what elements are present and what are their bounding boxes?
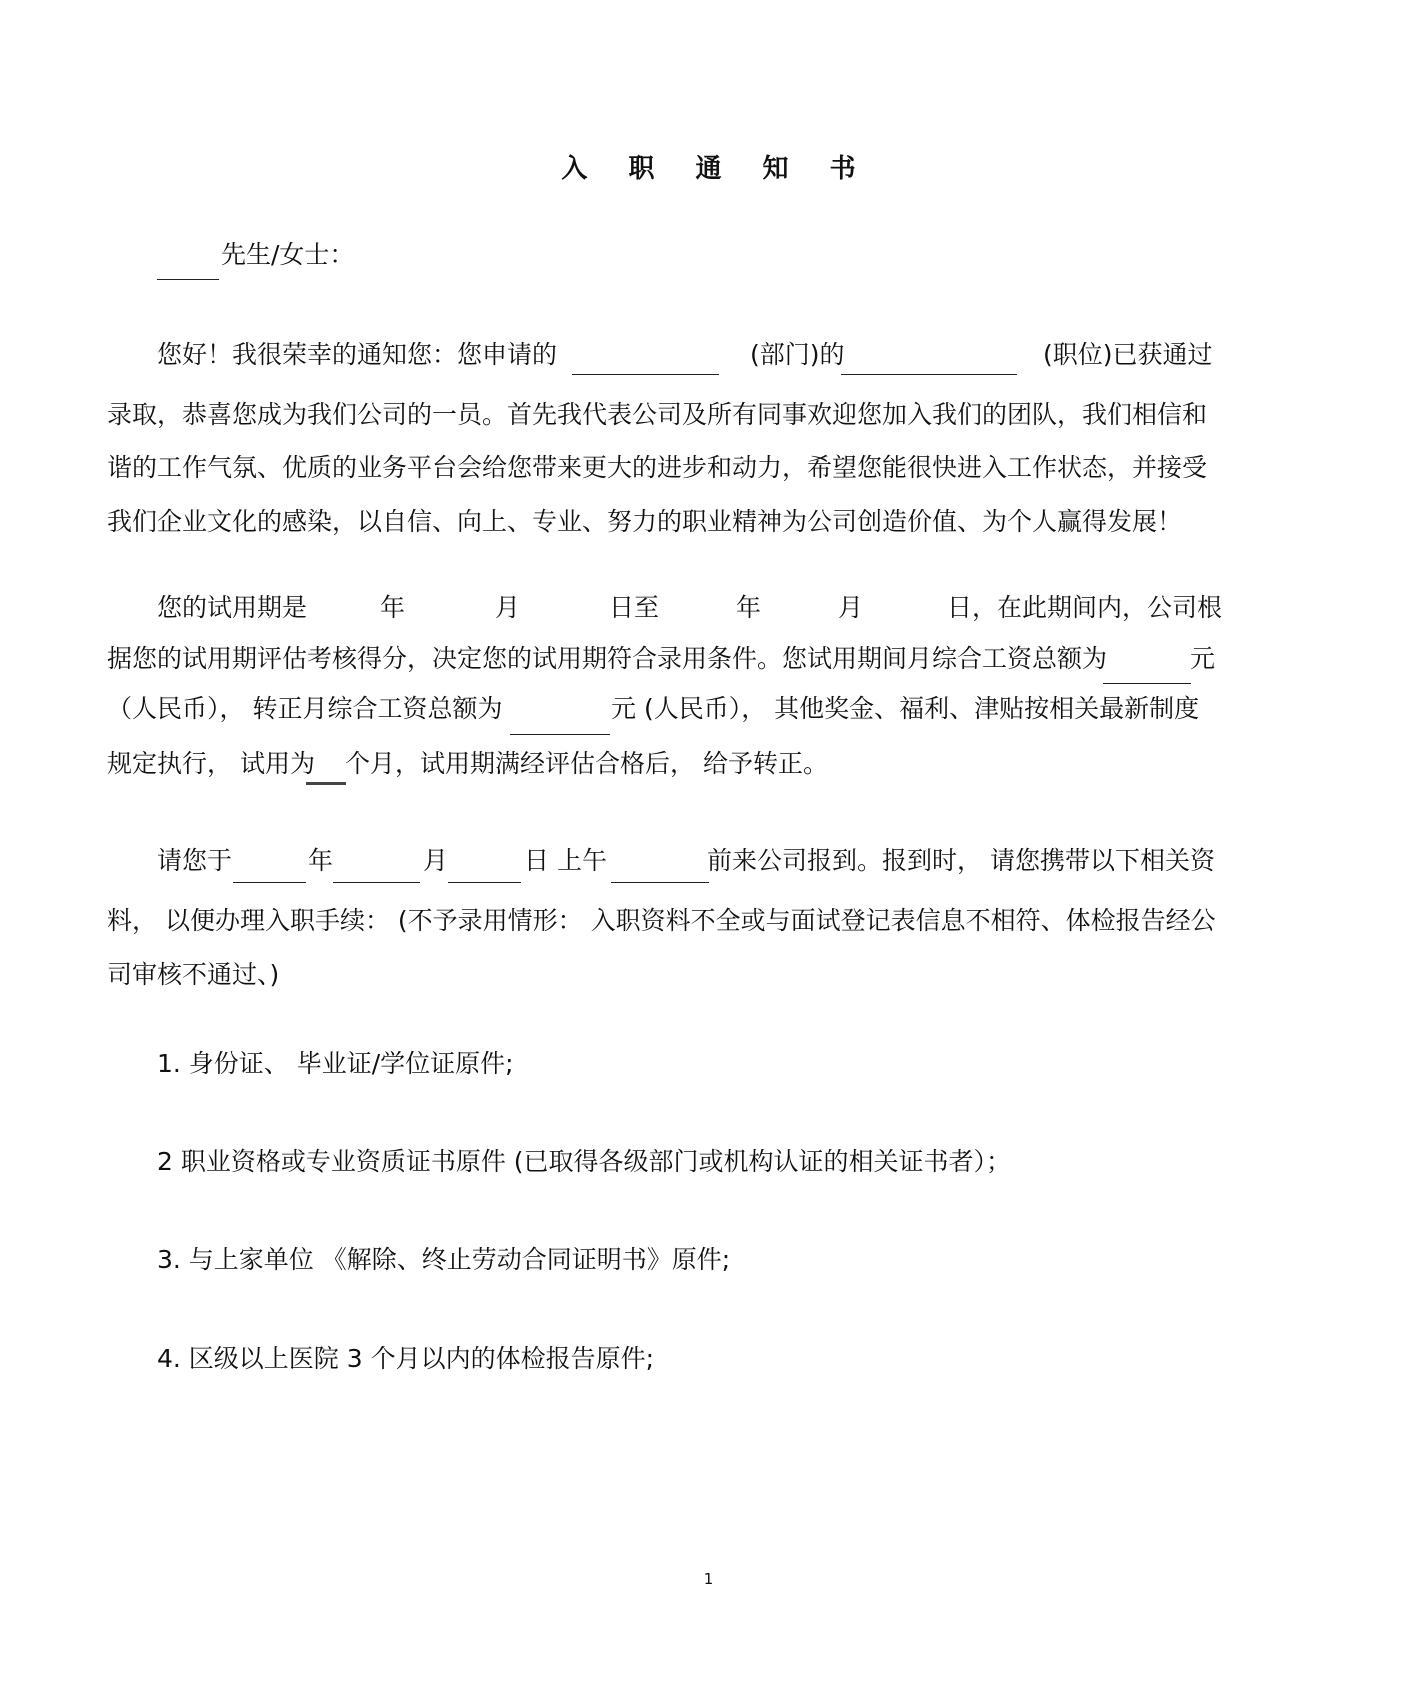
para1-line3: 谐的工作气氛、优质的业务平台会给您带来更大的进步和动力，希望您能很快进入工作状态，并接受 <box>107 453 1208 482</box>
report-time-blank <box>611 882 709 883</box>
para3-year: 年 <box>308 846 334 875</box>
regular-salary-blank <box>510 734 610 735</box>
para1-line1-a: 您好！我很荣幸的通知您：您申请的 <box>157 340 558 369</box>
list-item: 2 职业资格或专业资质证书原件 (已取得各级部门或机构认证的相关证书者）； <box>157 1147 1012 1176</box>
para2-line2-a: 据您的试用期评估考核得分，决定您的试用期符合录用条件。您试用期间月综合工资总额为 <box>107 644 1108 673</box>
para2-year2: 年 <box>736 593 762 622</box>
para3-line2: 料， 以便办理入职手续： (不予录用情形： 入职资料不全或与面试登记表信息不相符、体检报告经公 <box>107 906 1216 935</box>
probation-months-blank <box>306 782 346 785</box>
name-blank <box>157 279 219 280</box>
para2-month1: 月 <box>495 593 521 622</box>
para3-line3: 司审核不通过、) <box>107 960 280 989</box>
para3-month: 月 <box>423 846 449 875</box>
para2-year1: 年 <box>380 593 406 622</box>
para2-month2: 月 <box>838 593 864 622</box>
list-item: 1. 身份证、 毕业证/学位证原件; <box>157 1049 514 1078</box>
para2-line2-b: 元 <box>1190 644 1216 673</box>
para2-day-rest: 日，在此期间内，公司根 <box>947 593 1223 622</box>
list-item: 4. 区级以上医院 3 个月以内的体检报告原件; <box>157 1344 655 1373</box>
page-number: 1 <box>703 1570 714 1588</box>
para2-line3-a: （人民币）， 转正月综合工资总额为 <box>107 694 503 723</box>
para3-intro: 请您于 <box>157 846 233 875</box>
para1-line2: 录取，恭喜您成为我们公司的一员。首先我代表公司及所有同事欢迎您加入我们的团队，我们相信和 <box>107 400 1208 429</box>
para1-line1-b: (部门)的 <box>750 340 845 369</box>
report-year-blank <box>233 882 306 883</box>
probation-salary-blank <box>1103 683 1191 684</box>
para3-rest: 前来公司报到。报到时， 请您携带以下相关资 <box>707 846 1215 875</box>
salutation-text: 先生/女士： <box>221 240 355 269</box>
position-blank <box>841 374 1017 375</box>
list-item: 3. 与上家单位 《解除、终止劳动合同证明书》原件; <box>157 1245 731 1274</box>
para2-day-to: 日至 <box>609 593 660 622</box>
para1-line4: 我们企业文化的感染，以自信、向上、专业、努力的职业精神为公司创造价值、为个人赢得发展！ <box>107 507 1183 536</box>
para1-line1-c: (职位)已获通过 <box>1043 340 1213 369</box>
report-month-blank <box>333 882 420 883</box>
report-day-blank <box>448 882 521 883</box>
para2-line4-a: 规定执行， 试用为 <box>107 749 315 778</box>
para2-line4-b: 个月，试用期满经评估合格后， 给予转正。 <box>345 749 828 778</box>
para2-intro: 您的试用期是 <box>157 593 308 622</box>
document-title: 入 职 通 知 书 <box>561 154 872 184</box>
department-blank <box>572 374 719 375</box>
para2-line3-b: 元 (人民币）， 其他奖金、福利、津贴按相关最新制度 <box>611 694 1200 723</box>
para3-day-am: 日 上午 <box>524 846 607 875</box>
